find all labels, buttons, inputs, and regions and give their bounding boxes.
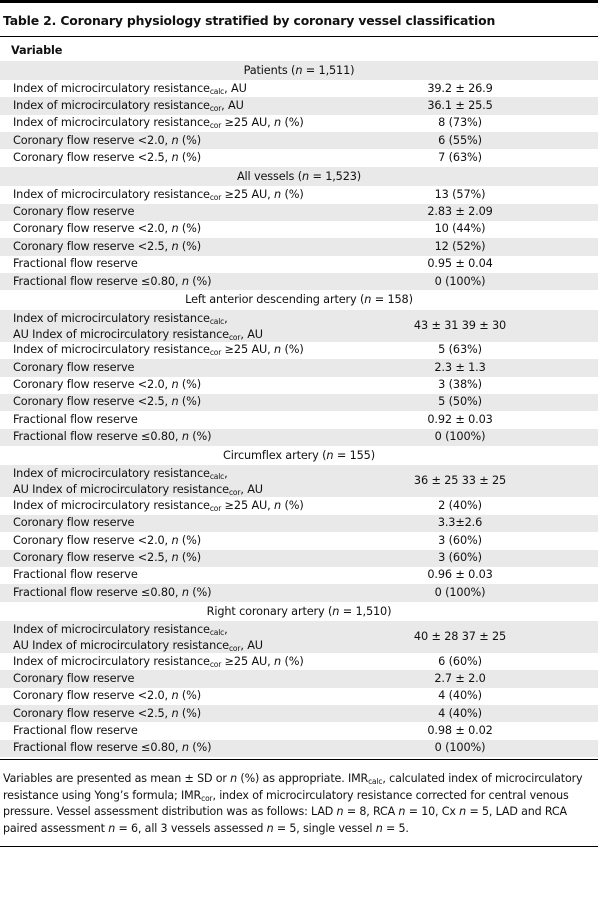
row-value: 0 (100%): [434, 741, 486, 755]
table-row: [0, 705, 598, 722]
italic-n: n: [181, 430, 189, 444]
row-label: Coronary flow reserve <2.0, n (%): [13, 689, 201, 703]
row-label: Coronary flow reserve: [13, 516, 135, 530]
row-value: 10 (44%): [434, 222, 486, 236]
italic-n: n: [171, 395, 179, 409]
table-row: [0, 584, 598, 601]
row-value: 4 (40%): [438, 706, 482, 720]
row-label: Fractional flow reserve: [13, 412, 138, 426]
italic-n: n: [364, 293, 372, 307]
group-label: Patients (n = 1,511): [243, 63, 355, 77]
italic-n: n: [171, 133, 179, 147]
subscript: cor: [209, 659, 222, 669]
row-label: Coronary flow reserve <2.0, n (%): [13, 533, 201, 547]
table-footnote: Variables are presented as mean ± SD or n (%) as appropriate. $IMR_{calc}$, calculated index of microcirculatory resistance using Yong’s formula; $IMR_{cor}$, index of microcirculatory resistance corrected for central venous pressure. Vessel assessment distribution was as follows: LAD n = 8, RCA n = 10, Cx n = 5, LAD and RCA paired assessment n = 6, all 3 vessels assessed n = 5, single vessel n = 5.: [3, 772, 583, 835]
row-label: Fractional flow reserve ≤0.80, n (%): [13, 430, 212, 444]
group-label: Left anterior descending artery (n = 158): [185, 293, 413, 307]
group-row: [0, 446, 598, 466]
row-label: Index of microcirculatory resistance$_{cor}$ ≥25 AU, n (%): [13, 654, 304, 669]
table-row: [0, 149, 598, 166]
row-value: 2.3 ± 1.3: [434, 360, 486, 374]
group-label: All vessels (n = 1,523): [236, 169, 362, 183]
row-label: Coronary flow reserve: [13, 205, 135, 219]
table-row: [0, 740, 598, 757]
italic-n: n: [295, 63, 303, 77]
group-row: [0, 61, 598, 81]
row-value: 0.98 ± 0.02: [427, 723, 493, 737]
row-value: 5 (50%): [438, 395, 482, 409]
row-label: Fractional flow reserve: [13, 568, 138, 582]
row-value: 3 (60%): [438, 533, 482, 547]
italic-n: n: [171, 222, 179, 236]
italic-n: n: [181, 585, 189, 599]
table-row: [0, 411, 598, 428]
row-value: 40 ± 28 37 ± 25: [413, 630, 507, 644]
table-row: [0, 204, 598, 221]
italic-n: n: [326, 448, 334, 462]
row-label: Fractional flow reserve: [13, 257, 138, 271]
italic-n: n: [274, 654, 282, 668]
table-row: [0, 653, 598, 670]
table-row: [0, 550, 598, 567]
italic-n: n: [332, 604, 340, 618]
table-title: Table 2. Coronary physiology stratified by coronary vessel classification: [3, 13, 496, 28]
subscript: calc: [368, 777, 383, 786]
row-value: 12 (52%): [434, 239, 486, 253]
italic-n: n: [171, 533, 179, 547]
row-label: Coronary flow reserve: [13, 360, 135, 374]
italic-n: n: [274, 187, 282, 201]
row-label: Coronary flow reserve <2.0, n (%): [13, 222, 201, 236]
subscript: calc: [209, 628, 225, 638]
italic-n: n: [230, 772, 238, 785]
italic-n: n: [274, 116, 282, 130]
row-label: Index of microcirculatory resistance$_{cor}$, AU: [13, 98, 244, 113]
title-rule: [0, 36, 598, 37]
row-value: 13 (57%): [434, 187, 486, 201]
row-value: 4 (40%): [438, 689, 482, 703]
group-label: Right coronary artery (n = 1,510): [206, 604, 392, 618]
row-value: 2 (40%): [438, 498, 482, 512]
row-label: Index of microcirculatory resistance$_{cor}$ ≥25 AU, n (%): [13, 343, 304, 358]
subscript: cor: [209, 348, 222, 358]
row-value: 0.95 ± 0.04: [427, 257, 493, 271]
row-label: Fractional flow reserve: [13, 723, 138, 737]
top-rule: [0, 0, 598, 3]
row-label: Index of microcirculatory resistance$_{cor}$ ≥25 AU, n (%): [13, 187, 304, 202]
row-value: 8 (73%): [438, 116, 482, 130]
table-row: [0, 238, 598, 255]
italic-n: n: [171, 239, 179, 253]
row-label: Coronary flow reserve: [13, 671, 135, 685]
subscript: cor: [209, 121, 222, 131]
row-value: 2.83 ± 2.09: [427, 205, 493, 219]
table-row: [0, 342, 598, 359]
row-label: Fractional flow reserve ≤0.80, n (%): [13, 274, 212, 288]
italic-n: n: [181, 741, 189, 755]
table-row: [0, 497, 598, 514]
row-value: 0.96 ± 0.03: [427, 568, 493, 582]
italic-n: n: [108, 821, 116, 835]
header-variable: Variable: [11, 44, 63, 57]
row-value: 0 (100%): [434, 585, 486, 599]
row-label-line2: AU Index of microcirculatory resistance$_{cor}$, AU: [13, 327, 263, 342]
group-label: Circumflex artery (n = 155): [223, 448, 375, 462]
italic-n: n: [171, 689, 179, 703]
italic-n: n: [171, 150, 179, 164]
row-label: Fractional flow reserve ≤0.80, n (%): [13, 585, 212, 599]
subscript: cor: [201, 793, 213, 803]
italic-n: n: [301, 169, 309, 183]
row-label: Coronary flow reserve <2.5, n (%): [13, 395, 201, 409]
table-row: [0, 359, 598, 376]
row-label-line1: Index of microcirculatory resistance$_{calc}$,: [13, 467, 228, 482]
italic-n: n: [274, 343, 282, 357]
italic-n: n: [171, 378, 179, 392]
subscript: cor: [228, 644, 241, 654]
subscript: cor: [209, 192, 222, 202]
row-value: 6 (55%): [438, 133, 482, 147]
row-label: Coronary flow reserve <2.0, n (%): [13, 133, 201, 147]
footnote-rule: [0, 846, 598, 847]
row-label-line1: Index of microcirculatory resistance$_{calc}$,: [13, 311, 228, 326]
row-label-line1: Index of microcirculatory resistance$_{calc}$,: [13, 623, 228, 638]
table-row: [0, 429, 598, 446]
row-value: 0 (100%): [434, 274, 486, 288]
italic-n: n: [171, 706, 179, 720]
row-label: Coronary flow reserve <2.5, n (%): [13, 551, 201, 564]
italic-n: n: [171, 551, 179, 564]
table-row: [0, 515, 598, 532]
row-label: Index of microcirculatory resistance$_{cor}$ ≥25 AU, n (%): [13, 498, 304, 513]
table-row: [0, 310, 598, 342]
group-row: [0, 290, 598, 310]
italic-n: n: [459, 805, 467, 819]
row-value: 3 (60%): [438, 551, 482, 564]
italic-n: n: [375, 821, 383, 835]
row-label: Coronary flow reserve <2.5, n (%): [13, 150, 201, 164]
row-label: Coronary flow reserve <2.0, n (%): [13, 378, 201, 392]
header-row: [0, 41, 598, 61]
row-value: 39.2 ± 26.9: [427, 81, 493, 95]
row-value: 0 (100%): [434, 430, 486, 444]
subscript: calc: [209, 86, 225, 96]
table-row: [0, 186, 598, 203]
table-row: [0, 722, 598, 739]
italic-n: n: [181, 274, 189, 288]
subscript: cor: [209, 103, 222, 113]
subscript: cor: [228, 488, 241, 498]
group-row: [0, 602, 598, 622]
table-row: [0, 221, 598, 238]
row-label-line2: AU Index of microcirculatory resistance$_{cor}$, AU: [13, 483, 263, 498]
subscript: calc: [209, 472, 225, 482]
row-value: 0.92 ± 0.03: [427, 412, 493, 426]
row-label: Coronary flow reserve <2.5, n (%): [13, 239, 201, 253]
table-row: [0, 567, 598, 584]
row-value: 36 ± 25 33 ± 25: [413, 474, 507, 488]
row-label: Index of microcirculatory resistance$_{cor}$ ≥25 AU, n (%): [13, 116, 304, 131]
table-row: [0, 621, 598, 653]
table-row: [0, 115, 598, 132]
table-bottom-rule: [0, 759, 598, 760]
italic-n: n: [274, 498, 282, 512]
italic-n: n: [266, 821, 274, 835]
subscript: cor: [209, 503, 222, 513]
table-row: [0, 465, 598, 497]
table-row: [0, 394, 598, 411]
row-value: 6 (60%): [438, 654, 482, 668]
row-value: 2.7 ± 2.0: [434, 671, 486, 685]
row-label-line2: AU Index of microcirculatory resistance$_{cor}$, AU: [13, 639, 263, 654]
row-value: 36.1 ± 25.5: [427, 98, 493, 112]
italic-n: n: [398, 805, 406, 819]
group-row: [0, 167, 598, 187]
row-value: 3.3±2.6: [437, 516, 483, 530]
table-row: [0, 132, 598, 149]
row-label: Coronary flow reserve <2.5, n (%): [13, 706, 201, 720]
subscript: cor: [228, 332, 241, 342]
table-row: [0, 256, 598, 273]
row-value: 5 (63%): [438, 343, 482, 357]
row-label: Index of microcirculatory resistance$_{calc}$, AU: [13, 81, 247, 96]
row-label: Fractional flow reserve ≤0.80, n (%): [13, 741, 212, 755]
row-value: 43 ± 31 39 ± 30: [413, 318, 507, 332]
table-row: [0, 80, 598, 97]
row-value: 3 (38%): [438, 378, 482, 392]
table-row: [0, 377, 598, 394]
table-row: [0, 97, 598, 114]
table-row: [0, 688, 598, 705]
table-row: [0, 532, 598, 549]
table-row: [0, 273, 598, 290]
row-value: 7 (63%): [438, 150, 482, 164]
subscript: calc: [209, 316, 225, 326]
italic-n: n: [336, 805, 344, 819]
table-row: [0, 670, 598, 687]
